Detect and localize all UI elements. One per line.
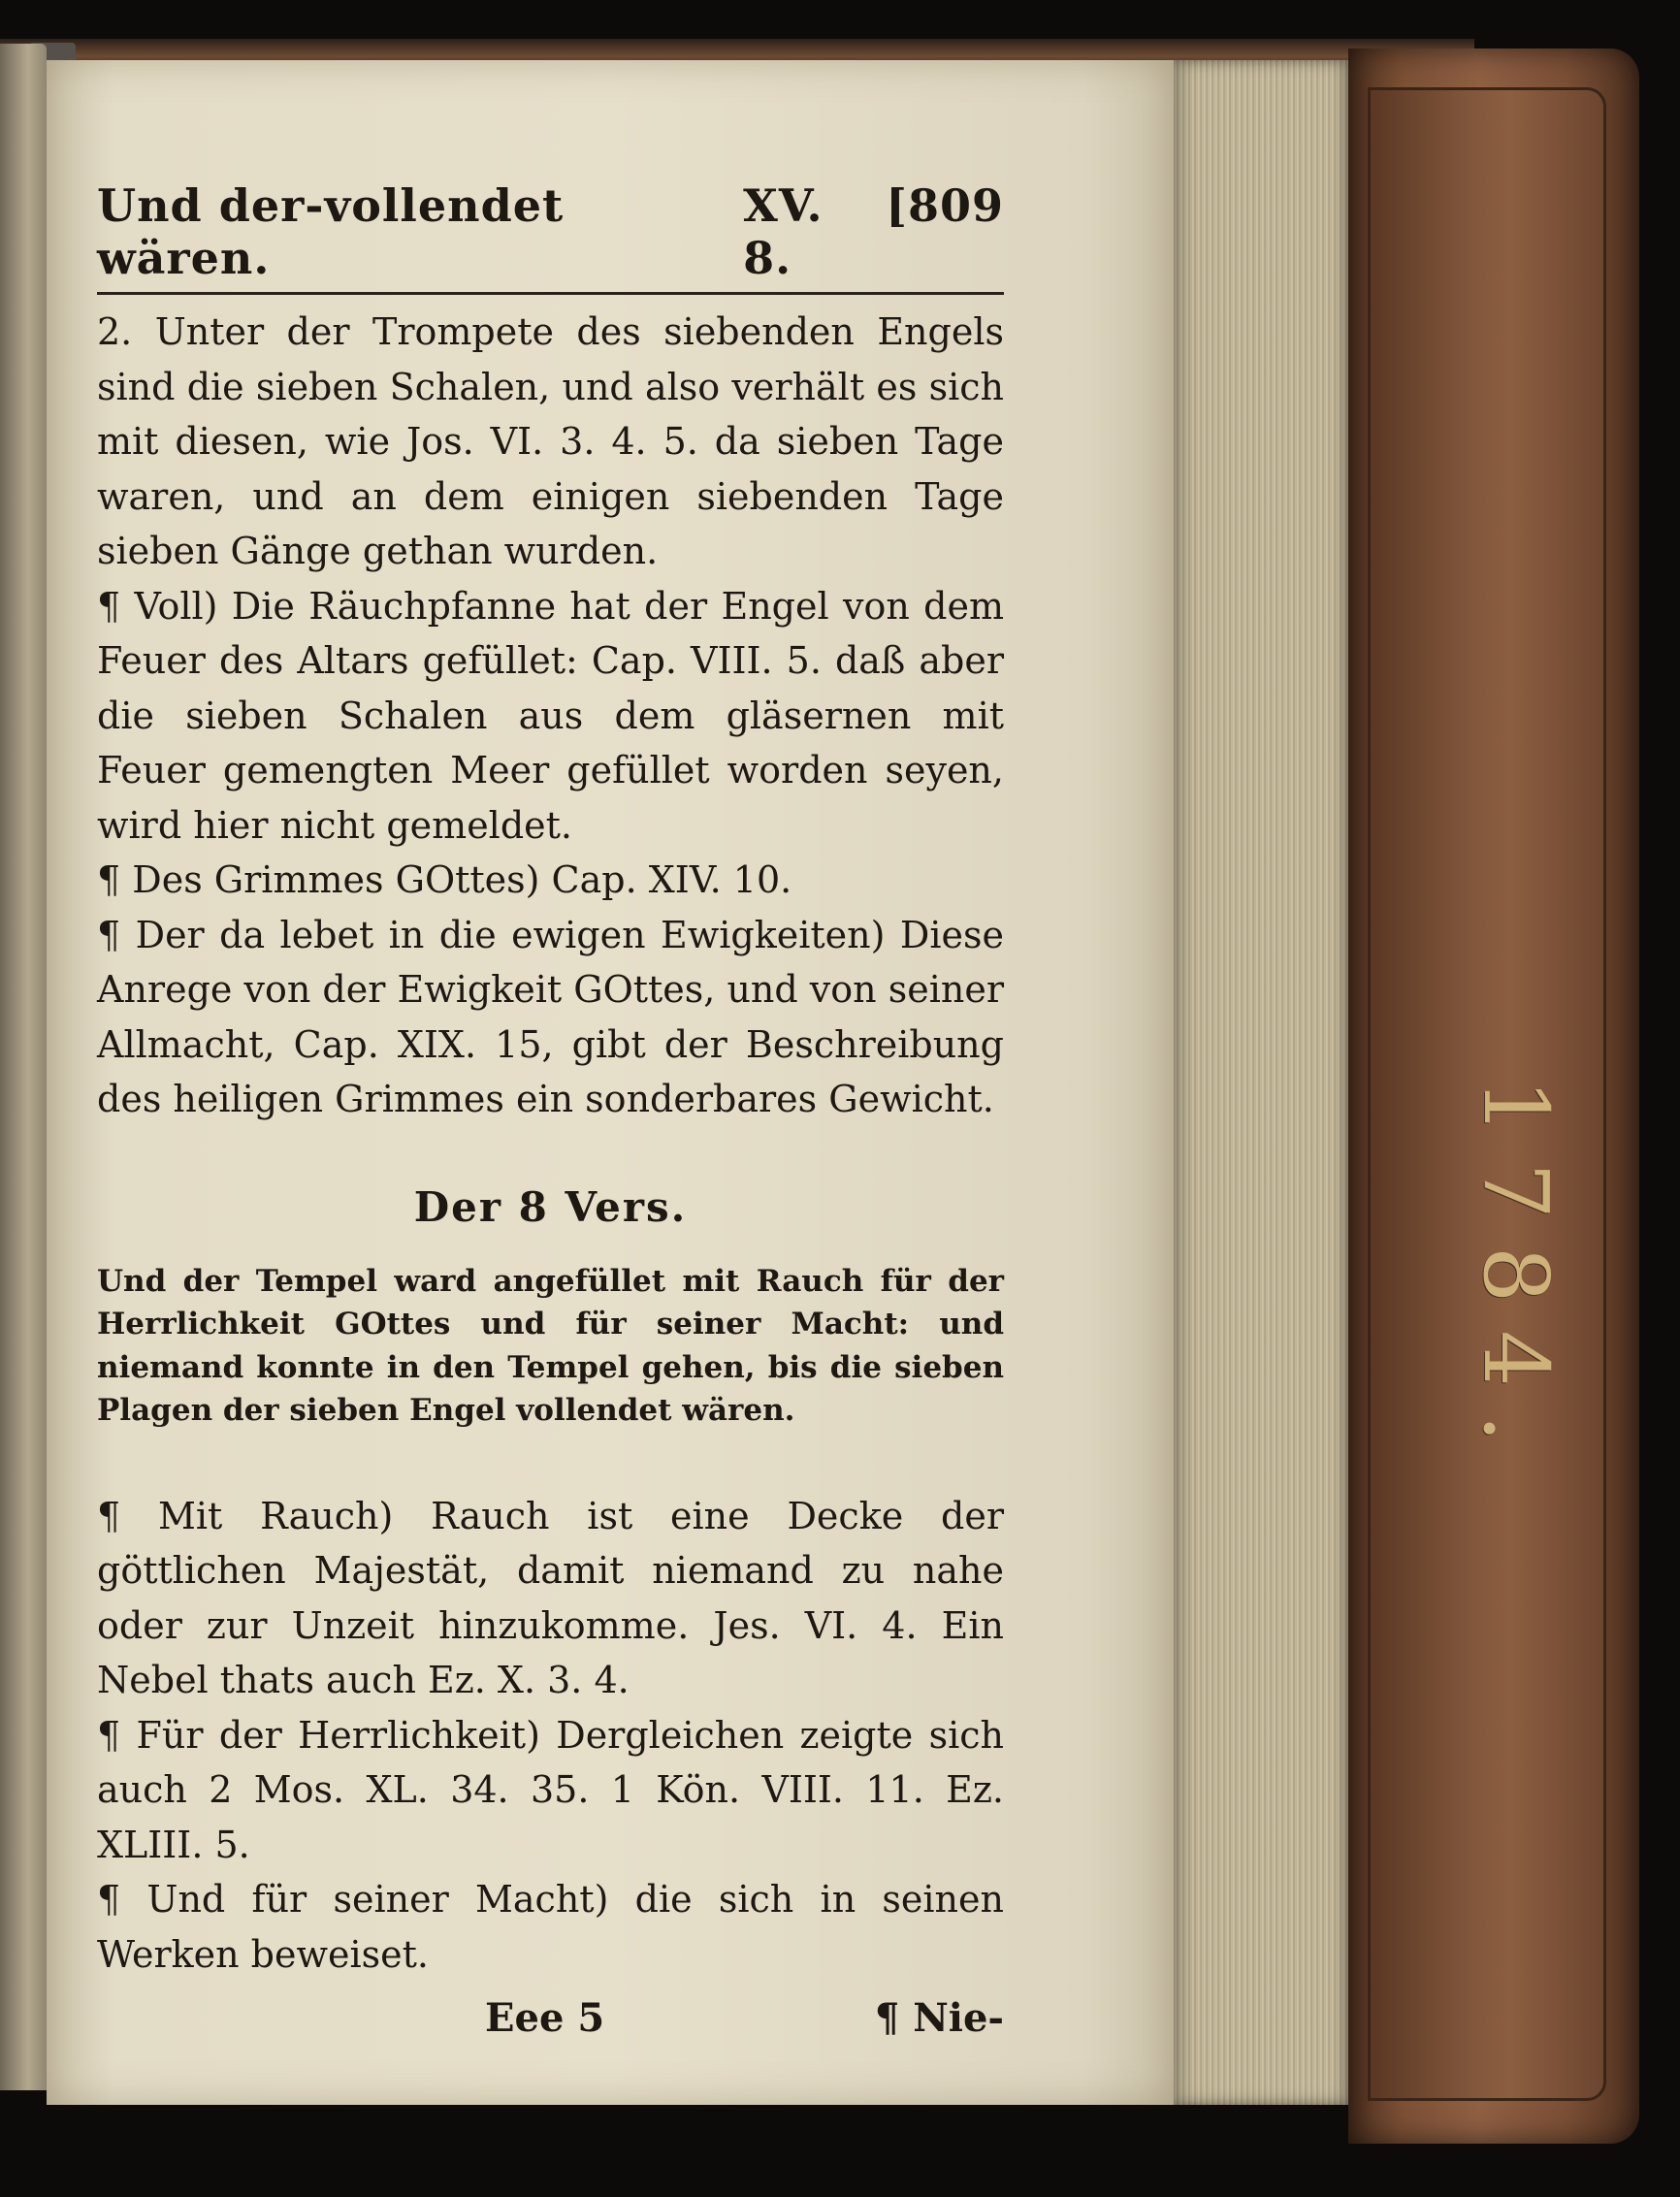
signature-mark: Eee 5 [485, 1995, 605, 2041]
spine-label [1448, 1002, 1584, 1545]
commentary-paragraph: ¶ Und für seiner Macht) die sich in seinen Werken beweiset. [97, 1878, 1004, 1976]
paragraph: 2. Unter der Trompete des siebenden Engels sind die sieben Schalen, und also verhält es sich mit diesen, wie Jos. VI. 3. 4. 5. da sieben Tage waren, und an dem einigen siebenden Tage sieben Gänge gethan wurden. [97, 310, 1004, 572]
paragraph: ¶ Voll) Die Räuchpfanne hat der Engel von dem Feuer des Altars gefüllet: Cap. VIII. 5. daß aber die sieben Schalen aus dem gläsernen mit Feuer gemengten Meer gefüllet worden seyen, wird hier nicht gemeldet. [97, 584, 1004, 847]
chapter-reference: XV. 8. [743, 179, 824, 284]
page-text-block [97, 179, 1004, 2041]
verse-heading: Der 8 Vers. [413, 1182, 688, 1231]
verse-text: Und der Tempel ward angefüllet mit Rauch für der Herrlichkeit GOttes und für seiner Macht: und niemand konnte in den Tempel gehen, bis die sieben Plagen der sieben Engel vollendet wären. [97, 1263, 1004, 1428]
spine-panel [1368, 87, 1606, 2101]
page-fore-edge [1174, 60, 1348, 2105]
running-title: Und der-vollendet wären. [97, 179, 565, 284]
catchword: ¶ Nie- [874, 1995, 1004, 2041]
commentary-paragraph: ¶ Für der Herrlichkeit) Dergleichen zeigte sich auch 2 Mos. XL. 34. 35. 1 Kön. VIII. 11. Ez. XLIII. 5. [97, 1713, 1004, 1866]
page-number: [809 [886, 179, 1004, 232]
commentary-paragraph: ¶ Mit Rauch) Rauch ist eine Decke der göttlichen Majestät, damit niemand zu nahe oder zur Unzeit hinzukomme. Jes. VI. 4. Ein Nebel thats auch Ez. X. 3. 4. [97, 1494, 1004, 1701]
paragraph: ¶ Des Grimmes GOttes) Cap. XIV. 10. [97, 858, 792, 901]
running-header [97, 179, 1004, 295]
book-spine [1348, 48, 1639, 2144]
facing-page-edge [0, 44, 47, 2090]
paragraph: ¶ Der da lebet in die ewigen Ewigkeiten) Diese Anrege von der Ewigkeit GOttes, und von seiner Allmacht, Cap. XIX. 15, gibt der Beschreibung des heiligen Grimmes ein sonderbares Gewicht. [97, 913, 1004, 1120]
page-footer [97, 1995, 1004, 2041]
spine-year-text: 1784. [1464, 1078, 1568, 1470]
